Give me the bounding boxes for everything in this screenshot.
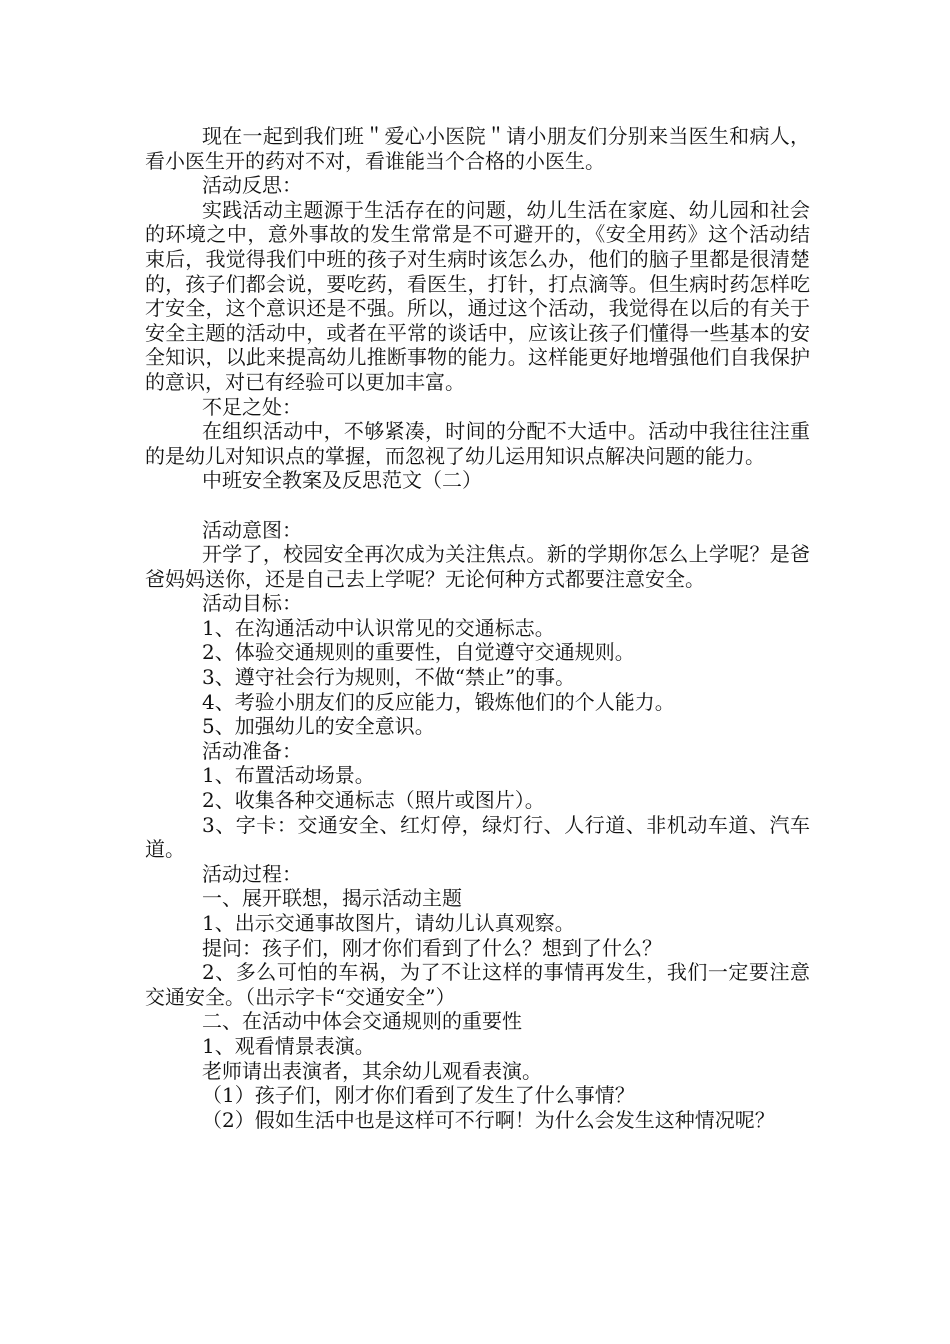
list-item: 2、多么可怕的车祸，为了不让这样的事情再发生，我们一定要注意交通安全。（出示字卡“交通安全”）: [145, 960, 810, 1009]
paragraph: 实践活动主题源于生活存在的问题，幼儿生活在家庭、幼儿园和社会的环境之中，意外事故的发生常常是不可避开的，《安全用药》这个活动结束后，我觉得我们中班的孩子对生病时该怎么办，他们的脑子里都是很清楚的，孩子们都会说，要吃药，看医生，打针，打点滴等。但生病时药怎样吃才安全，这个意识还是不强。所以，通过这个活动，我觉得在以后的有关于安全主题的活动中，或者在平常的谈话中，应该让孩子们懂得一些基本的安全知识，以此来提高幼儿推断事物的能力。这样能更好地增强他们自我保护的意识，对已有经验可以更加丰富。: [145, 197, 810, 394]
list-item: 2、收集各种交通标志（照片或图片）。: [202, 788, 545, 813]
section-heading: 不足之处：: [202, 394, 302, 419]
list-item: 1、在沟通活动中认识常见的交通标志。: [202, 615, 555, 640]
paragraph: 老师请出表演者，其余幼儿观看表演。: [202, 1058, 542, 1083]
step-heading: 二、在活动中体会交通规则的重要性: [202, 1009, 522, 1034]
step-heading: 一、展开联想，揭示活动主题: [202, 886, 462, 911]
list-item: （2）假如生活中也是这样可不行啊！为什么会发生这种情况呢？: [202, 1107, 775, 1132]
paragraph: 在组织活动中，不够紧凑，时间的分配不大适中。活动中我往往注重的是幼儿对知识点的掌握，而忽视了幼儿运用知识点解决问题的能力。: [145, 419, 810, 468]
list-item: 3、遵守社会行为规则，不做“禁止”的事。: [202, 665, 576, 690]
blank-line: [145, 493, 810, 518]
section-heading: 活动目标：: [202, 591, 302, 616]
list-item: （1）孩子们，刚才你们看到了发生了什么事情？: [202, 1083, 635, 1108]
list-item: 1、布置活动场景。: [202, 763, 375, 788]
section-heading: 活动准备：: [202, 738, 302, 763]
list-item: 1、出示交通事故图片，请幼儿认真观察。: [202, 911, 575, 935]
section-heading: 活动意图：: [202, 517, 302, 542]
list-item: 3、字卡：交通安全、红灯停，绿灯行、人行道、非机动车道、汽车道。: [145, 812, 810, 862]
document-body: [145, 124, 810, 1132]
section-heading: 活动过程：: [202, 861, 302, 886]
list-item: 5、加强幼儿的安全意识。: [202, 714, 435, 739]
list-item: 1、观看情景表演。: [202, 1033, 375, 1058]
list-item: 2、体验交通规则的重要性，自觉遵守交通规则。: [202, 640, 635, 665]
paragraph: 开学了，校园安全再次成为关注焦点。新的学期你怎么上学呢？是爸爸妈妈送你，还是自己去上学呢？无论何种方式都要注意安全。: [145, 542, 810, 591]
document-subtitle: 中班安全教案及反思范文（二）: [202, 468, 482, 493]
list-item: 4、考验小朋友们的反应能力，锻炼他们的个人能力。: [202, 689, 675, 714]
section-heading: 活动反思：: [202, 173, 302, 198]
paragraph: 提问：孩子们，刚才你们看到了什么？想到了什么？: [202, 935, 662, 960]
paragraph: 现在一起到我们班＂爱心小医院＂请小朋友们分别来当医生和病人，看小医生开的药对不对，看谁能当个合格的小医生。: [145, 124, 810, 173]
